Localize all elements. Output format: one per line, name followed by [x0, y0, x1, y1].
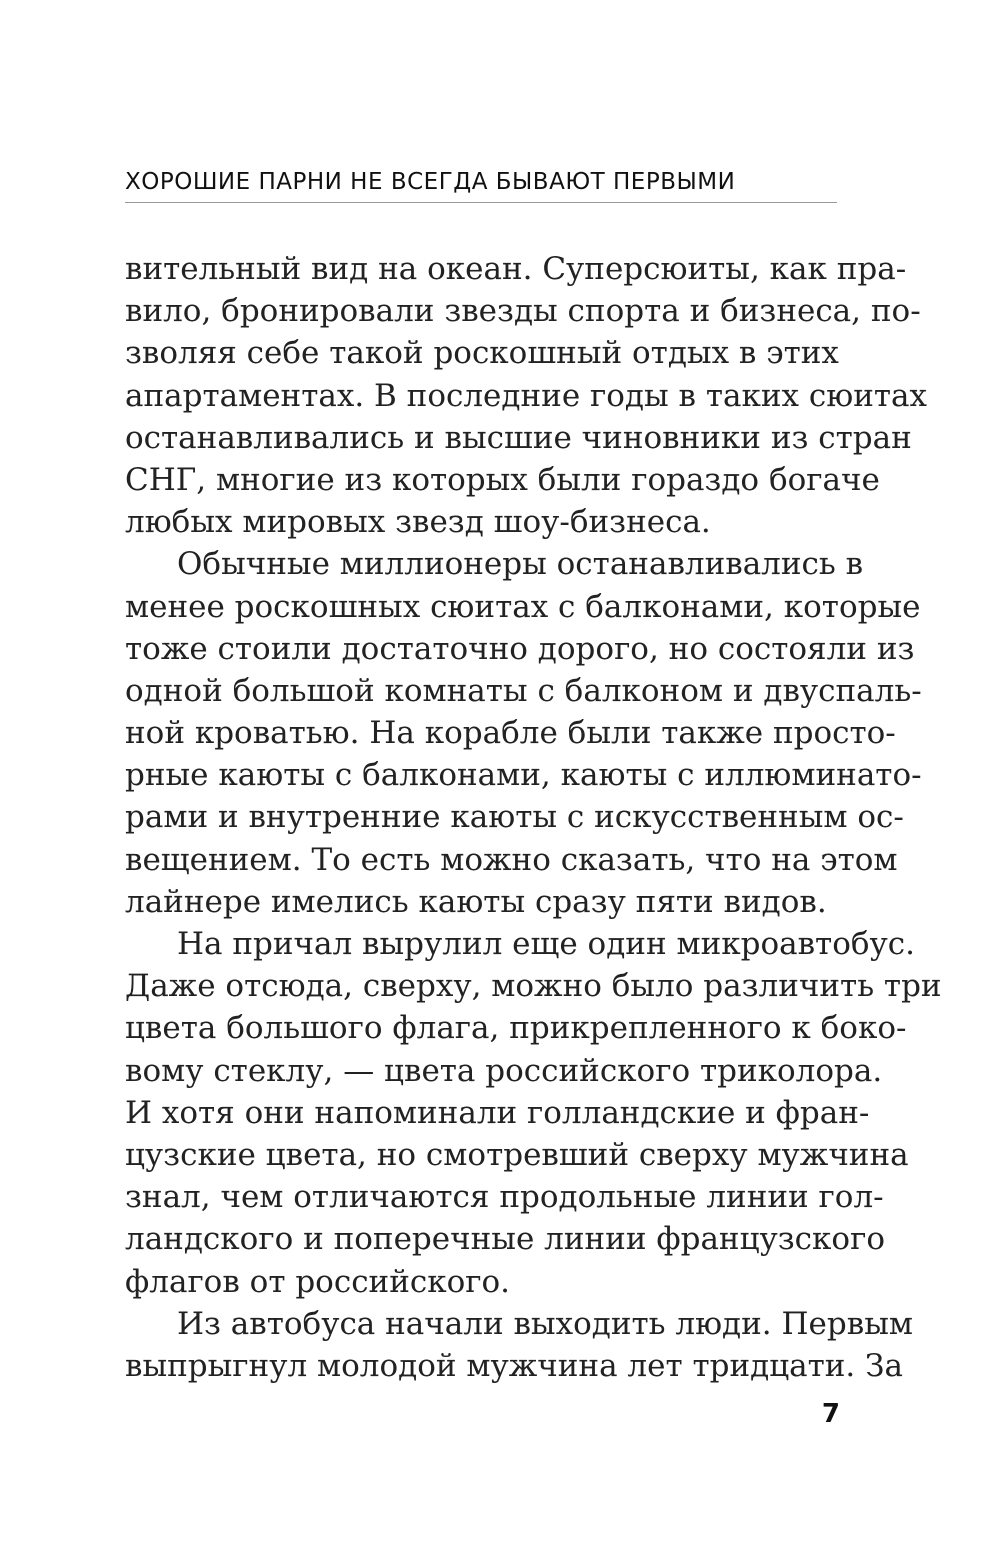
text-line: вому стеклу, — цвета российского триколора. — [125, 1052, 883, 1089]
text-line: цузские цвета, но смотревший сверху мужчина — [125, 1136, 909, 1173]
text-line: СНГ, многие из которых были гораздо богаче — [125, 461, 880, 498]
text-line: Даже отсюда, сверху, можно было различить три — [125, 968, 942, 1005]
text-line: выпрыгнул молодой мужчина лет тридцати. За — [125, 1347, 903, 1384]
text-line: останавливались и высшие чиновники из стран — [125, 419, 912, 456]
text-line: флагов от российского. — [125, 1263, 511, 1300]
text-line: цвета большого флага, прикрепленного к боко- — [125, 1010, 907, 1047]
text-line: вещением. То есть можно сказать, что на этом — [125, 841, 898, 878]
text-line: ландского и поперечные линии французского — [125, 1221, 885, 1258]
text-body — [125, 248, 942, 1387]
text-line: менее роскошных сюитах с балконами, которые — [125, 588, 921, 625]
text-line: лайнере имелись каюты сразу пяти видов. — [125, 883, 827, 920]
text-line: Обычные миллионеры останавливались в — [177, 546, 864, 583]
text-line: одной большой комнаты с балконом и двуспаль- — [125, 672, 922, 709]
text-line: ной кроватью. На корабле были также просто- — [125, 715, 896, 752]
text-line: рами и внутренние каюты с искусственным ос- — [125, 799, 904, 836]
text-line: тоже стоили достаточно дорого, но состояли из — [125, 630, 915, 667]
text-line: На причал вырулил еще один микроавтобус. — [177, 926, 915, 962]
text-line: вило, бронировали звезды спорта и бизнеса, по- — [125, 293, 921, 330]
running-head: ХОРОШИЕ ПАРНИ НЕ ВСЕГДА БЫВАЮТ ПЕРВЫМИ — [125, 169, 736, 195]
text-line: знал, чем отличаются продольные линии гол- — [125, 1179, 884, 1216]
text-line: вительный вид на океан. Суперсюиты, как пра- — [125, 251, 907, 287]
text-line: И хотя они напоминали голландские и фран- — [125, 1094, 870, 1131]
text-line: Из автобуса начали выходить люди. Первым — [177, 1305, 913, 1342]
text-line: любых мировых звезд шоу-бизнеса. — [125, 504, 711, 541]
page-number: 7 — [821, 1399, 840, 1429]
header-rule — [125, 202, 837, 203]
text-line: апартаментах. В последние годы в таких сюитах — [125, 377, 927, 414]
text-line: зволяя себе такой роскошный отдых в этих — [125, 335, 839, 372]
text-line: рные каюты с балконами, каюты с иллюминато- — [125, 757, 922, 794]
